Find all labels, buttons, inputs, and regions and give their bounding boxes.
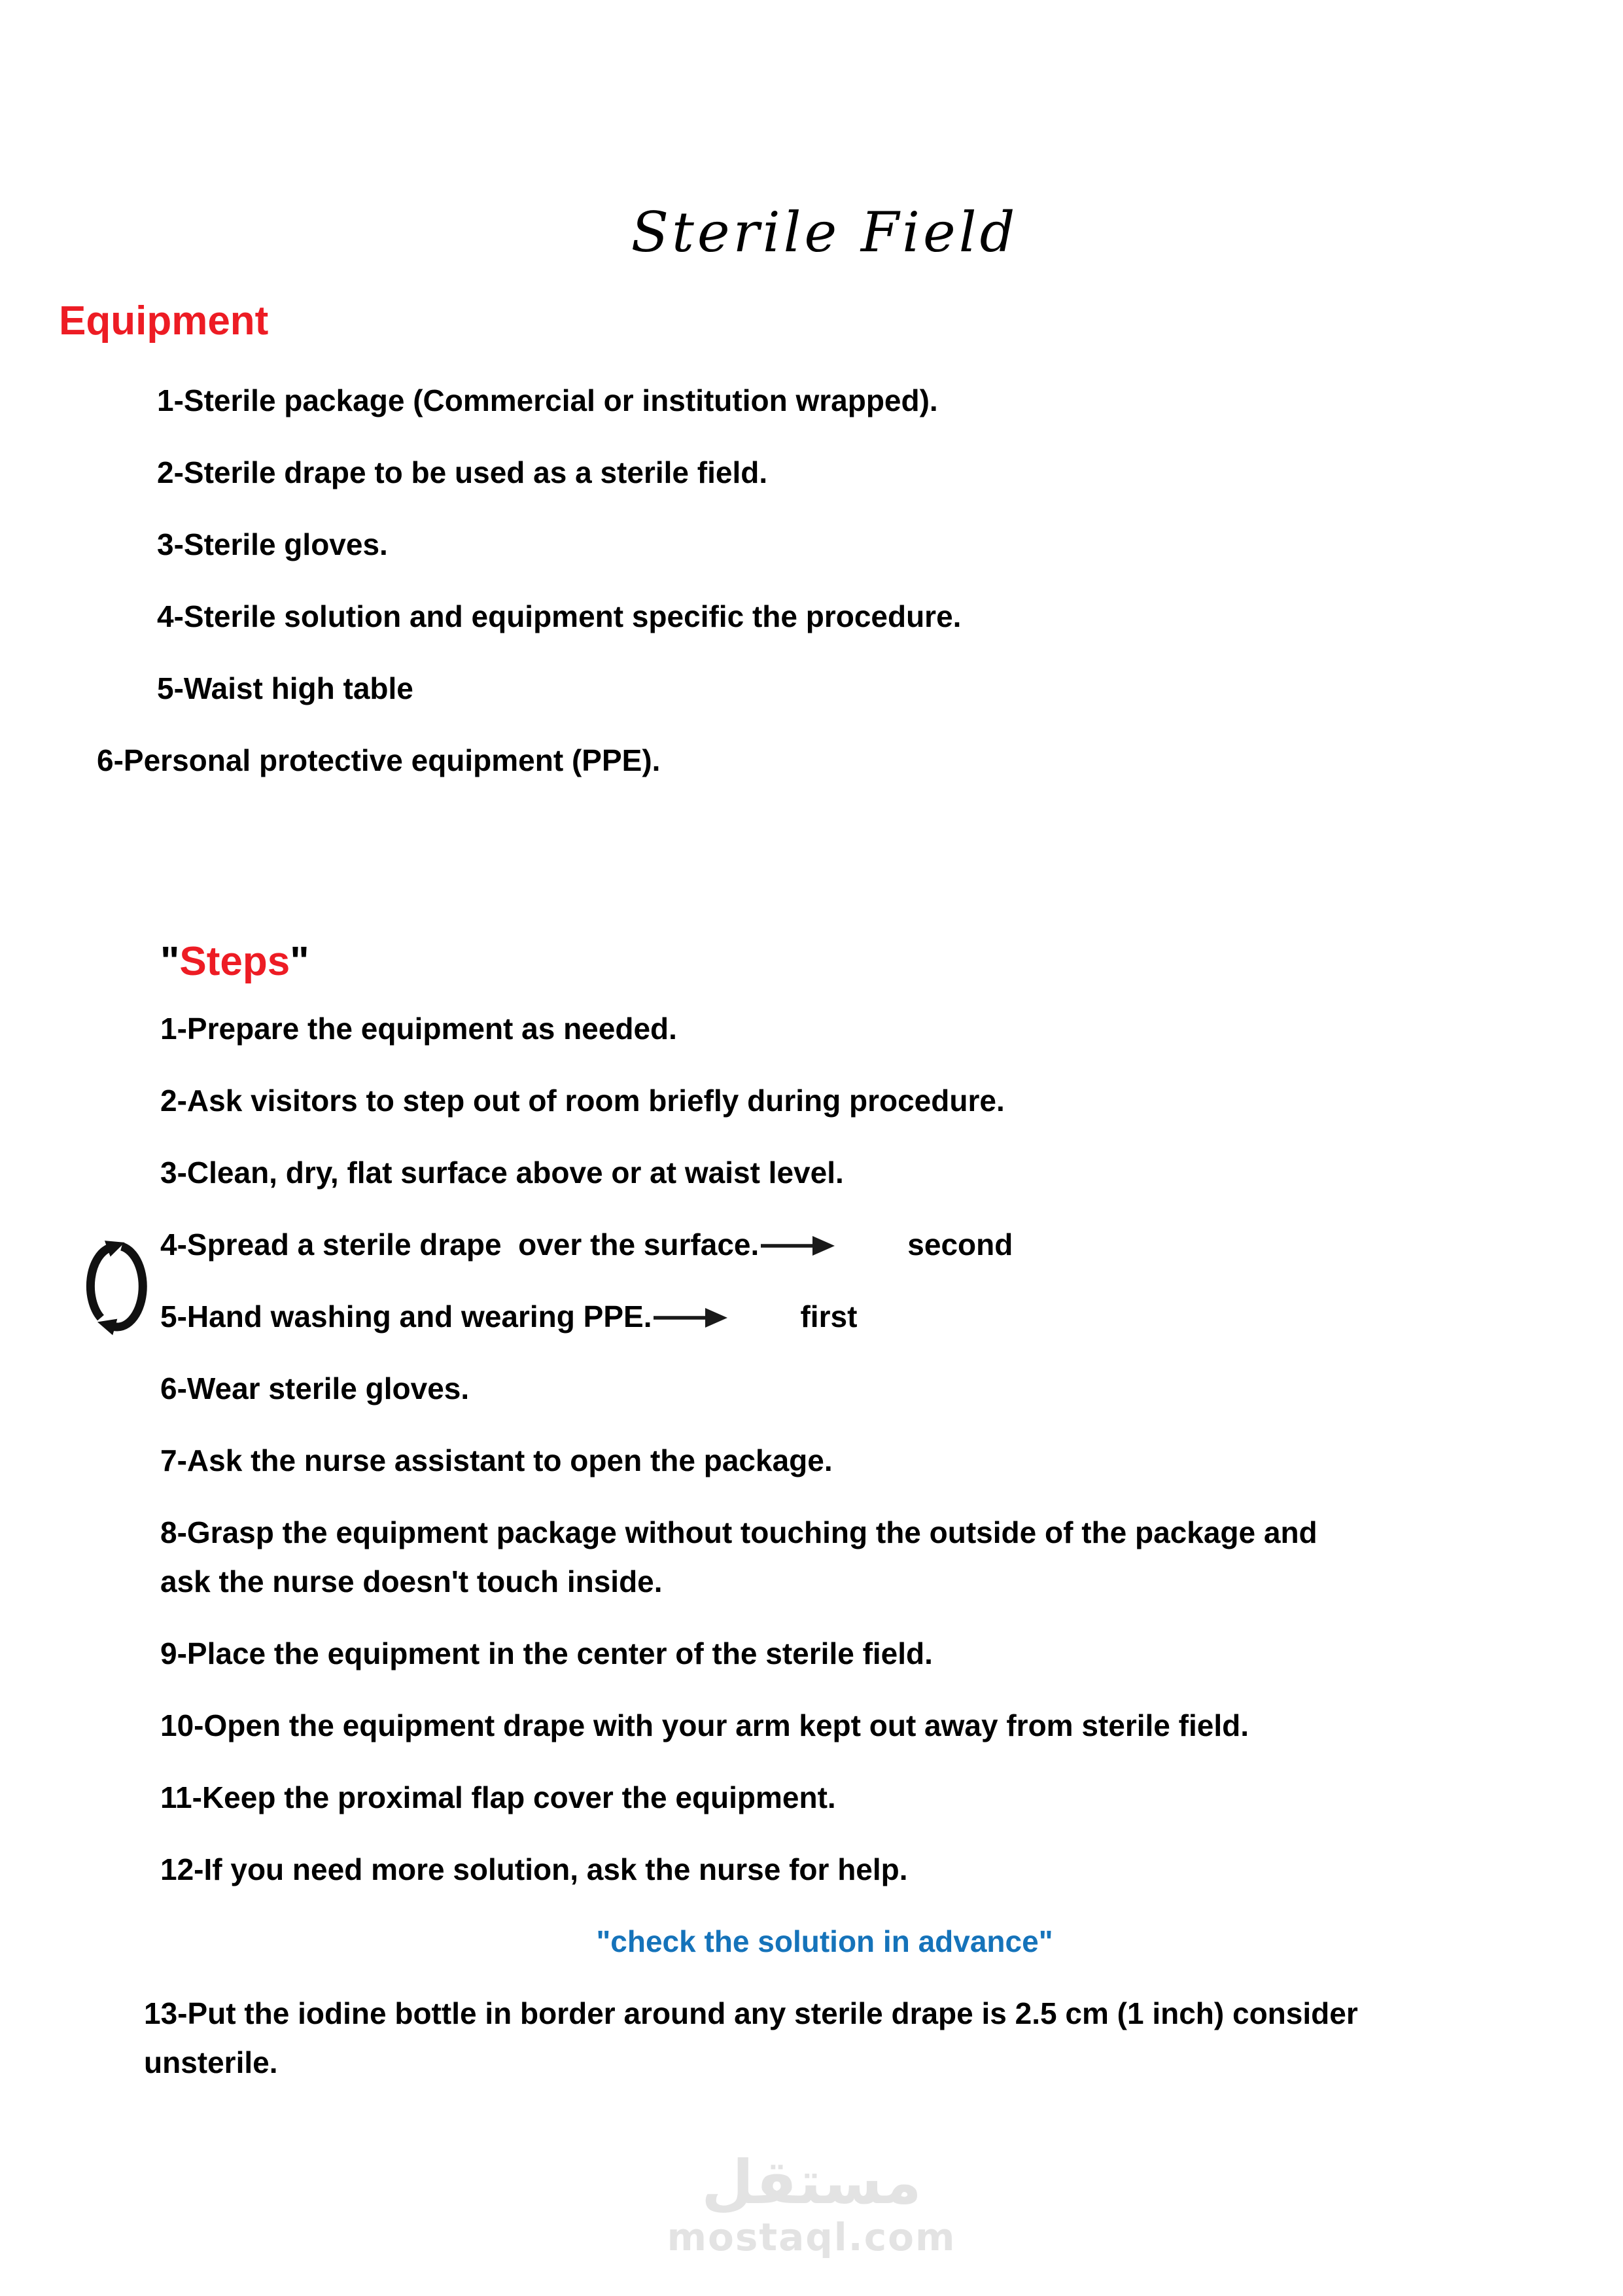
watermark-arabic: مستقل: [701, 2147, 922, 2217]
steps-open-quote: ": [160, 939, 180, 984]
equipment-item-4: 4-Sterile solution and equipment specific the procedure.: [157, 599, 962, 633]
equipment-item-5: 5-Waist high table: [157, 671, 413, 705]
solution-note: "check the solution in advance": [596, 1924, 1053, 1958]
steps-heading-word: Steps: [179, 939, 290, 984]
equipment-list: [0, 376, 1623, 808]
equipment-heading: Equipment: [59, 298, 269, 344]
step-item-9: 9-Place the equipment in the center of the sterile field.: [160, 1636, 933, 1670]
step-item-11: 11-Keep the proximal flap cover the equipment.: [160, 1780, 836, 1814]
steps-heading: [160, 932, 1623, 991]
step-item-8: 8-Grasp the equipment package without touching the outside of the package and ask the nurse doesn't touch inside.: [160, 1515, 1326, 1598]
equipment-item-6: 6-Personal protective equipment (PPE).: [97, 743, 661, 777]
equipment-item-1: 1-Sterile package (Commercial or institution wrapped).: [157, 383, 938, 417]
step-item-5: [160, 1292, 1623, 1341]
steps-close-quote: ": [290, 939, 309, 984]
step-item-4-text: 4-Spread a sterile drape over the surface.: [160, 1227, 759, 1262]
step-item-10: 10-Open the equipment drape with your arm kept out away from sterile field.: [160, 1708, 1249, 1742]
step-item-1: 1-Prepare the equipment as needed.: [160, 1012, 677, 1046]
equipment-item-3: 3-Sterile gloves.: [157, 527, 388, 561]
step-item-6: 6-Wear sterile gloves.: [160, 1371, 470, 1405]
step-item-13: 13-Put the iodine bottle in border around any sterile drape is 2.5 cm (1 inch) consider unsterile.: [144, 1996, 1367, 2079]
step-annotation-first: first: [800, 1299, 858, 1333]
step-item-5-text: 5-Hand washing and wearing PPE.: [160, 1299, 652, 1333]
cycle-arrows-icon: [82, 1238, 149, 1337]
step-item-12: 12-If you need more solution, ask the nurse for help.: [160, 1852, 908, 1886]
step-item-4: [160, 1220, 1623, 1269]
watermark-domain: mostaql.com: [667, 2215, 956, 2259]
equipment-item-2: 2-Sterile drape to be used as a sterile field.: [157, 455, 768, 489]
watermark: [0, 2147, 1623, 2259]
step-item-3: 3-Clean, dry, flat surface above or at waist level.: [160, 1156, 844, 1190]
right-arrow-icon: [653, 1302, 728, 1331]
right-arrow-icon: [760, 1230, 835, 1259]
steps-section: [0, 932, 1623, 2110]
step-item-2: 2-Ask visitors to step out of room briefly during procedure.: [160, 1084, 1005, 1118]
step-item-7: 7-Ask the nurse assistant to open the package.: [160, 1443, 833, 1477]
document-title: Sterile Field: [631, 200, 1019, 264]
step-annotation-second: second: [907, 1227, 1013, 1262]
